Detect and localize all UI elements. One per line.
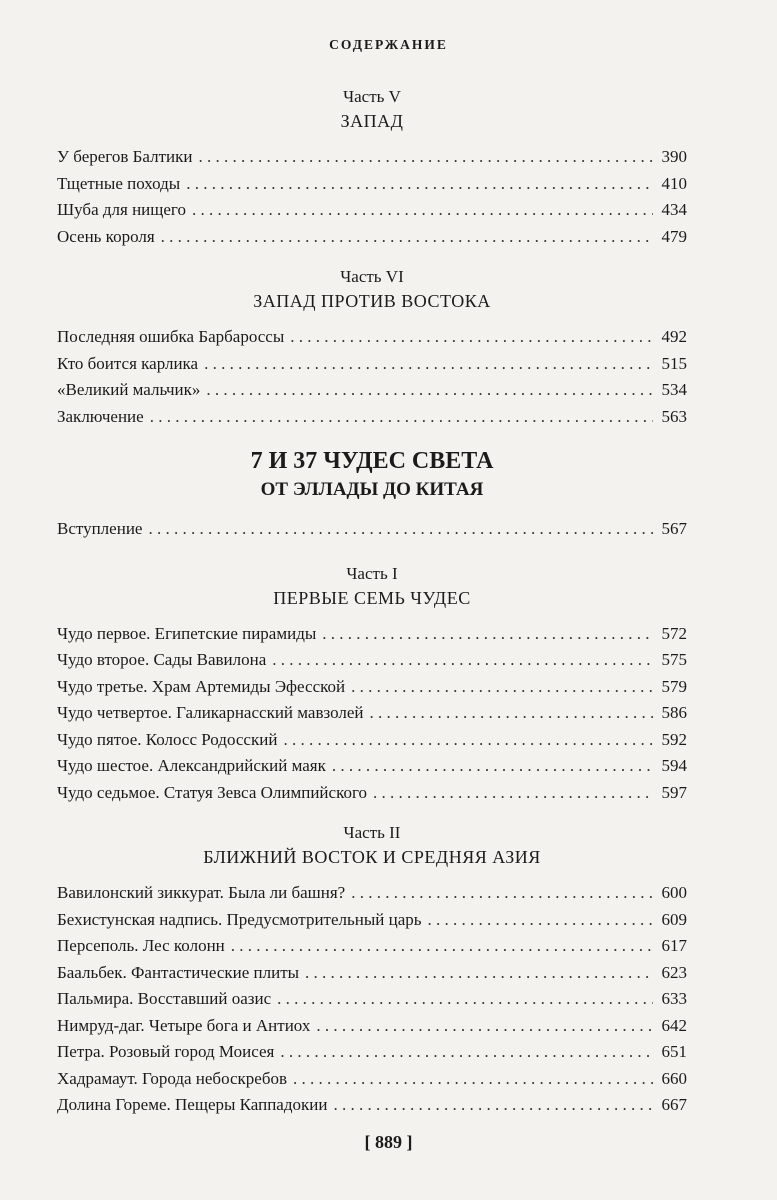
toc-section-part-v: [57, 86, 687, 250]
running-head: СОДЕРЖАНИЕ: [329, 37, 448, 52]
toc-entry-page: 534: [661, 380, 687, 399]
toc-entry-title: Осень короля: [57, 226, 155, 246]
part-label: Часть I: [346, 563, 398, 583]
toc-entry-page: 515: [661, 353, 687, 373]
toc-entry-title: Нимруд-даг. Четыре бога и Антиох: [57, 1015, 311, 1035]
toc-entry-title: Хадрамаут. Города небоскребов: [57, 1068, 288, 1088]
book-subtitle: ОТ ЭЛЛАДЫ ДО КИТАЯ: [260, 479, 484, 500]
toc-entry-page: 660: [661, 1068, 687, 1088]
toc-entry[interactable]: [57, 351, 687, 378]
toc-entry[interactable]: [57, 1013, 687, 1040]
toc-entry-page: 651: [661, 1042, 687, 1061]
toc-entry-page: 390: [661, 147, 687, 166]
toc-entry-title: Тщетные походы: [57, 173, 181, 193]
part-title: ЗАПАД: [340, 111, 404, 131]
toc-entry[interactable]: [57, 986, 687, 1013]
leader-dots: [370, 700, 653, 727]
toc-entry[interactable]: [57, 1092, 687, 1119]
toc-entry[interactable]: [57, 674, 687, 701]
toc-entry-title: Пальмира. Восставший оазис: [57, 989, 272, 1008]
toc-entry-title: Вавилонский зиккурат. Была ли башня?: [57, 883, 346, 902]
toc-entry-intro[interactable]: [57, 516, 687, 543]
toc-entry-title: «Великий мальчик»: [57, 380, 201, 399]
leader-dots: [148, 516, 653, 543]
toc-section-part-ii: [57, 822, 687, 1119]
toc-entry-page: 609: [661, 909, 687, 929]
toc-entry[interactable]: [57, 960, 687, 987]
toc-entry-title: Персеполь. Лес колонн: [57, 936, 225, 955]
leader-dots: [290, 324, 653, 351]
toc-entry-page: 575: [661, 650, 687, 669]
toc-entry[interactable]: [57, 1066, 687, 1093]
toc-entry-page: 623: [661, 962, 687, 982]
toc-entry-title: Чудо второе. Сады Вавилона: [57, 650, 267, 669]
toc-entry-title: Баальбек. Фантастические плиты: [57, 962, 300, 982]
leader-dots: [277, 986, 653, 1013]
toc-entry[interactable]: [57, 907, 687, 934]
toc-entry-title: Чудо первое. Египетские пирамиды: [57, 623, 317, 643]
toc-entry-title: Чудо третье. Храм Артемиды Эфесской: [57, 676, 346, 696]
toc-entry-page: 479: [661, 226, 687, 246]
toc-entry-title: Бехистунская надпись. Предусмотрительный царь: [57, 909, 422, 929]
leader-dots: [231, 933, 653, 960]
leader-dots: [204, 351, 653, 378]
leader-dots: [316, 1013, 653, 1040]
toc-entry[interactable]: [57, 647, 687, 674]
toc-entry-page: 597: [661, 782, 687, 802]
toc-entry-title: Шуба для нищего: [57, 200, 186, 219]
toc-entry-page: 642: [661, 1015, 687, 1035]
toc-entry[interactable]: [57, 753, 687, 780]
leader-dots: [351, 880, 653, 907]
leader-dots: [293, 1066, 653, 1093]
toc-entry-page: 567: [661, 519, 687, 538]
leader-dots: [272, 647, 653, 674]
leader-dots: [305, 960, 653, 987]
toc-entry-title: Чудо седьмое. Статуя Зевса Олимпийского: [57, 782, 368, 802]
toc-entry-page: 492: [661, 327, 687, 346]
toc-entry-title: Долина Гореме. Пещеры Каппадокии: [57, 1095, 328, 1114]
table-of-contents: [57, 80, 687, 1119]
leader-dots: [198, 144, 653, 171]
toc-entry-page: 617: [661, 936, 687, 955]
toc-entry-page: 633: [661, 989, 687, 1008]
leader-dots: [283, 727, 653, 754]
toc-entry[interactable]: [57, 621, 687, 648]
toc-entry-title: Петра. Розовый город Моисея: [57, 1042, 275, 1061]
toc-entry-page: 594: [661, 756, 687, 775]
toc-entry-page: 667: [661, 1095, 687, 1114]
leader-dots: [351, 674, 653, 701]
toc-entry-page: 572: [661, 623, 687, 643]
leader-dots: [161, 224, 653, 251]
toc-entry-page: 563: [661, 406, 687, 426]
part-label: Часть II: [343, 823, 401, 842]
toc-entry[interactable]: [57, 1039, 687, 1066]
toc-entry-page: 600: [661, 883, 687, 902]
toc-entry[interactable]: [57, 377, 687, 404]
leader-dots: [332, 753, 653, 780]
leader-dots: [428, 907, 653, 934]
toc-entry[interactable]: [57, 780, 687, 807]
toc-entry-page: 410: [661, 173, 687, 193]
toc-section-part-vi: [57, 266, 687, 430]
part-title: ЗАПАД ПРОТИВ ВОСТОКА: [253, 291, 491, 311]
book-title: 7 И 37 ЧУДЕС СВЕТА: [250, 448, 494, 474]
leader-dots: [150, 404, 653, 431]
leader-dots: [333, 1092, 653, 1119]
toc-entry-page: 434: [661, 200, 687, 219]
toc-entry-page: 592: [661, 729, 687, 749]
toc-entry-title: Кто боится карлика: [57, 353, 199, 373]
part-title: БЛИЖНИЙ ВОСТОК И СРЕДНЯЯ АЗИЯ: [203, 847, 541, 867]
toc-entry[interactable]: [57, 171, 687, 198]
toc-entry[interactable]: [57, 700, 687, 727]
leader-dots: [280, 1039, 653, 1066]
toc-entry[interactable]: [57, 324, 687, 351]
leader-dots: [206, 377, 653, 404]
part-label: Часть VI: [340, 267, 404, 286]
leader-dots: [192, 197, 653, 224]
toc-entry[interactable]: [57, 933, 687, 960]
toc-section-part-i: [57, 563, 687, 807]
toc-entry-title: Чудо шестое. Александрийский маяк: [57, 756, 326, 775]
toc-entry-title: Заключение: [57, 406, 144, 426]
toc-entry[interactable]: [57, 224, 687, 251]
toc-entry-title: Вступление: [57, 519, 143, 538]
toc-entry-title: Чудо пятое. Колосс Родосский: [57, 729, 278, 749]
toc-entry-page: 579: [661, 676, 687, 696]
toc-entry[interactable]: [57, 880, 687, 907]
toc-entry-title: У берегов Балтики: [57, 147, 193, 166]
toc-entry[interactable]: [57, 197, 687, 224]
page-number: [ 889 ]: [364, 1132, 413, 1152]
leader-dots: [373, 780, 653, 807]
toc-entry-page: 586: [661, 703, 687, 722]
toc-entry[interactable]: [57, 144, 687, 171]
toc-entry-title: Чудо четвертое. Галикарнасский мавзолей: [57, 703, 364, 722]
toc-entry[interactable]: [57, 727, 687, 754]
toc-entry-title: Последняя ошибка Барбароссы: [57, 327, 285, 346]
leader-dots: [186, 171, 653, 198]
part-title: ПЕРВЫЕ СЕМЬ ЧУДЕС: [273, 587, 471, 608]
leader-dots: [322, 621, 653, 648]
toc-entry[interactable]: [57, 404, 687, 431]
part-label: Часть V: [343, 87, 401, 106]
